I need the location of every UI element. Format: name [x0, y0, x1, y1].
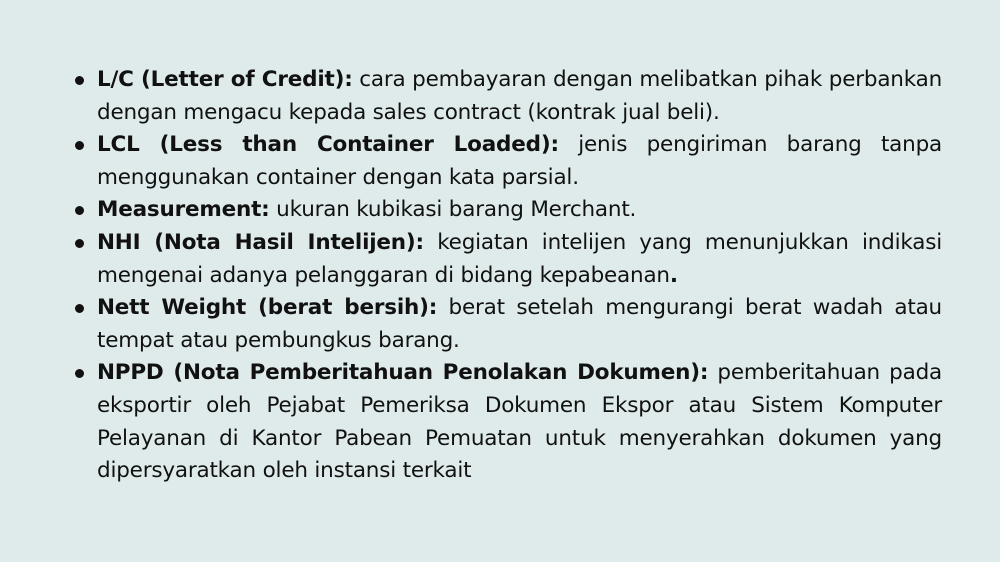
- glossary-item-nhi: [72, 227, 942, 292]
- glossary-term: NPPD (Nota Pemberitahuan Penolakan Dokumen):: [97, 360, 709, 386]
- glossary-item-lcl: [72, 129, 942, 194]
- bullet-icon: [75, 206, 84, 215]
- glossary-definition: kegiatan intelijen yang menunjukkan indikasi mengenai adanya pelanggaran di bidang kepabeanan: [97, 229, 943, 288]
- bullet-icon: [75, 239, 84, 248]
- glossary-definition: ukuran kubikasi barang Merchant.: [269, 197, 637, 223]
- glossary-definition: cara pembayaran dengan melibatkan pihak perbankan dengan mengacu kepada sales contract (kontrak jual beli).: [97, 67, 942, 125]
- glossary-item-nppd: [72, 357, 942, 487]
- glossary-term: L/C (Letter of Credit):: [97, 67, 353, 92]
- glossary-definition: berat setelah mengurangi berat wadah atau tempat atau pembungkus barang.: [97, 295, 942, 353]
- glossary-term: Measurement:: [97, 197, 270, 223]
- glossary-definition: pemberitahuan pada eksportir oleh Pejabat Pemeriksa Dokumen Ekspor atau Sistem Komputer Pelayanan di Kantor Pabean Pemuatan untuk menyerahkan dokumen yang dipersyaratkan oleh instansi terkait: [97, 360, 942, 484]
- glossary-item-nett-weight: [72, 292, 942, 357]
- glossary-term: LCL (Less than Container Loaded):: [97, 132, 559, 158]
- glossary-item-measurement: [72, 194, 942, 227]
- bullet-icon: [75, 304, 84, 313]
- bullet-icon: [75, 369, 84, 378]
- glossary-trailing-punctuation: .: [669, 262, 678, 288]
- glossary-item-lc: [72, 64, 942, 129]
- glossary-term: Nett Weight (berat bersih):: [97, 295, 438, 321]
- bullet-icon: [75, 76, 84, 85]
- bullet-icon: [75, 141, 84, 150]
- glossary-definition: jenis pengiriman barang tanpa menggunakan container dengan kata parsial.: [97, 132, 943, 190]
- glossary-list: [72, 64, 942, 488]
- glossary-term: NHI (Nota Hasil Intelijen):: [97, 229, 424, 255]
